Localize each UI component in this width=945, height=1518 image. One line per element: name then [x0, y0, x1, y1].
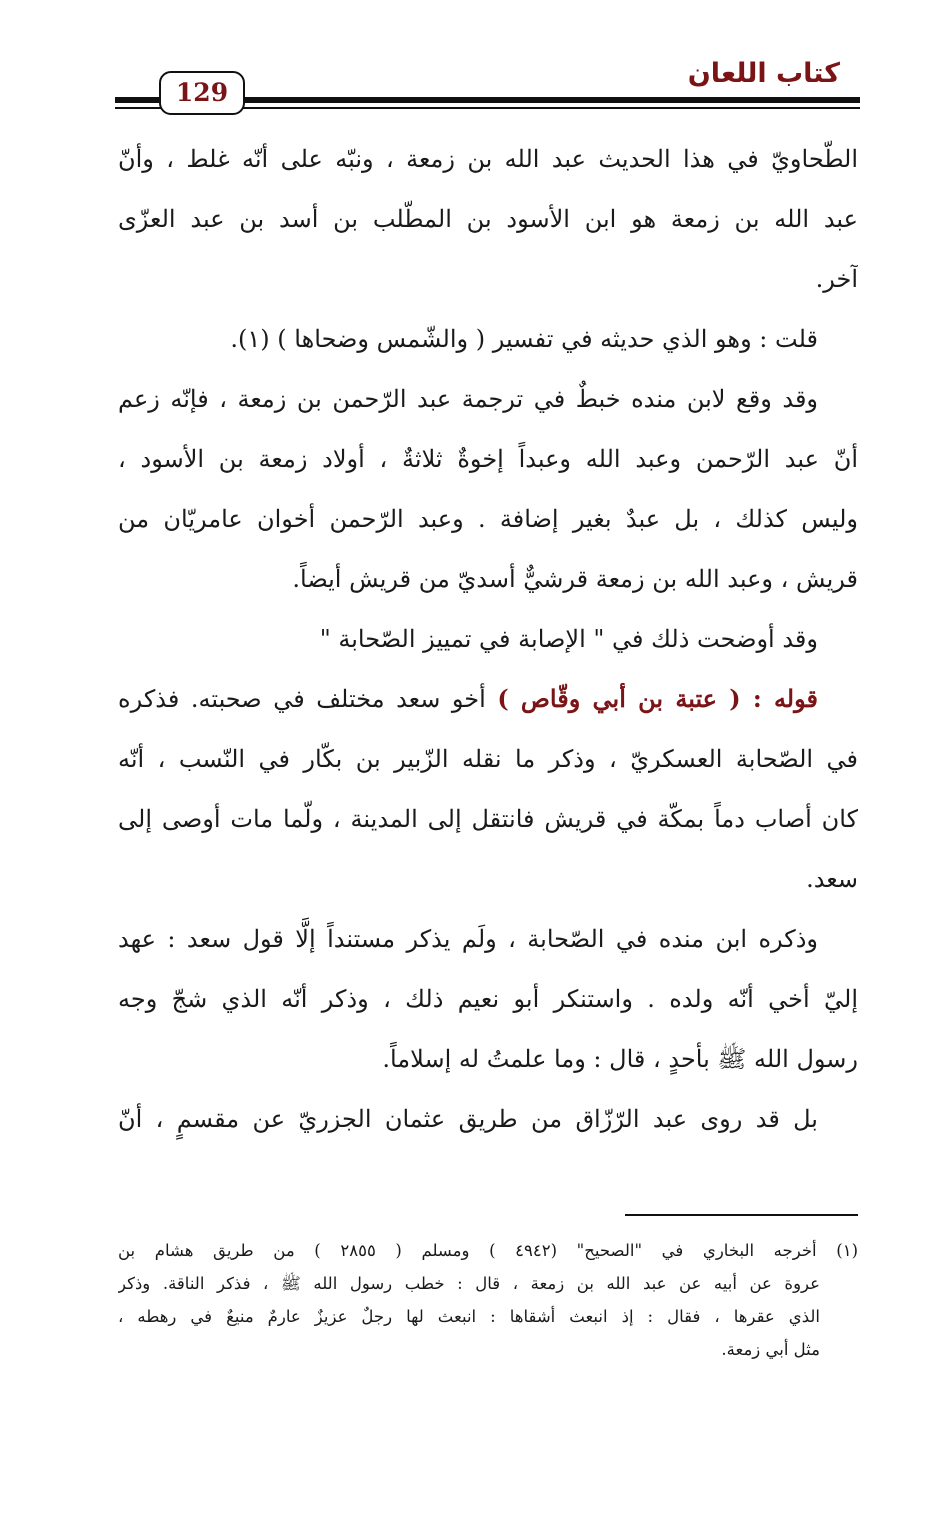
text-line — [118, 853, 858, 913]
line-text: وقد وقع لابن منده خبطٌ في ترجمة عبد الرّحمن بن زمعة ، فإنّه زعم — [118, 385, 818, 413]
line-text: رسول الله ﷺ بأحدٍ ، قال : وما علمتُ له إسلاماً. — [382, 1045, 858, 1073]
book-title: كتاب اللعان — [687, 58, 840, 89]
line-text: آخر. — [815, 265, 858, 293]
footnote-line: عروة عن أبيه عن عبد الله بن زمعة ، قال : خطب رسول الله ﷺ ، فذكر الناقة. وذكر — [118, 1274, 820, 1293]
line-text: في الصّحابة العسكريّ ، وذكر ما نقله الزّبير بن بكّار في النّسب ، أنّه — [118, 745, 858, 773]
text-line — [118, 793, 858, 853]
footnotes — [118, 1236, 858, 1368]
footnote-line: (١) أخرجه البخاري في "الصحيح" (٤٩٤٢ ) ومسلم ( ٢٨٥٥ ) من طريق هشام بن — [118, 1241, 858, 1260]
text-line — [118, 373, 858, 433]
line-text: سعد. — [806, 865, 858, 893]
highlighted-phrase: قوله : ( عتبة بن أبي وقّاص ) — [497, 684, 818, 713]
line-text: كان أصاب دماً بمكّة في قريش فانتقل إلى المدينة ، ولّما مات أوصى إلى — [118, 805, 858, 833]
line-text: قلت : وهو الذي حديثه في تفسير ( والشّمس وضحاها ) (١). — [230, 325, 818, 353]
line-text: إليّ أخي أنّه ولده . واستنكر أبو نعيم ذلك ، وذكر أنّه الذي شجّ وجه — [118, 985, 858, 1013]
line-text: أخو سعد مختلف في صحبته. فذكره — [118, 685, 498, 713]
main-text — [118, 133, 858, 1153]
line-text: وذكره ابن منده في الصّحابة ، ولَم يذكر مستنداً إلَّا قول سعد : عهد — [118, 925, 818, 953]
text-line — [118, 1093, 858, 1153]
line-text: بل قد روى عبد الرّزّاق من طريق عثمان الجزريّ عن مقسمٍ ، أنّ — [118, 1105, 818, 1133]
text-line — [118, 313, 858, 373]
footnote-separator — [625, 1214, 858, 1216]
footnote-line: مثل أبي زمعة. — [721, 1340, 820, 1359]
line-text: أنّ عبد الرّحمن وعبد الله وعبداً إخوةٌ ثلاثةٌ ، أولاد زمعة بن الأسود ، — [118, 445, 858, 473]
page-header — [115, 50, 860, 120]
footnote-line: الذي عقرها ، فقال : إذ انبعث أشقاها : انبعث لها رجلٌ عزيزٌ عارمٌ منيعٌ في رهطه ، — [118, 1307, 820, 1326]
text-line — [118, 913, 858, 973]
text-line — [118, 253, 858, 313]
text-line — [118, 493, 858, 553]
page-number: 129 — [159, 71, 245, 115]
text-line — [118, 193, 858, 253]
line-text: عبد الله بن زمعة هو ابن الأسود بن المطّلب بن أسد بن عبد العزّى — [118, 205, 858, 233]
text-line — [118, 1033, 858, 1093]
text-line — [118, 613, 858, 673]
text-line — [118, 553, 858, 613]
line-text: وليس كذلك ، بل عبدٌ بغير إضافة . وعبد الرّحمن أخوان عامريّان من — [118, 505, 858, 533]
text-line — [118, 973, 858, 1033]
text-line — [118, 433, 858, 493]
text-line — [118, 733, 858, 793]
text-line — [118, 673, 858, 733]
line-text: الطّحاويّ في هذا الحديث عبد الله بن زمعة ، ونبّه على أنّه غلط ، وأنّ — [118, 145, 858, 173]
text-line — [118, 133, 858, 193]
line-text: وقد أوضحت ذلك في " الإصابة في تمييز الصّحابة " — [319, 625, 818, 653]
line-text: قريش ، وعبد الله بن زمعة قرشيٌّ أسديّ من قريش أيضاً. — [292, 565, 858, 593]
